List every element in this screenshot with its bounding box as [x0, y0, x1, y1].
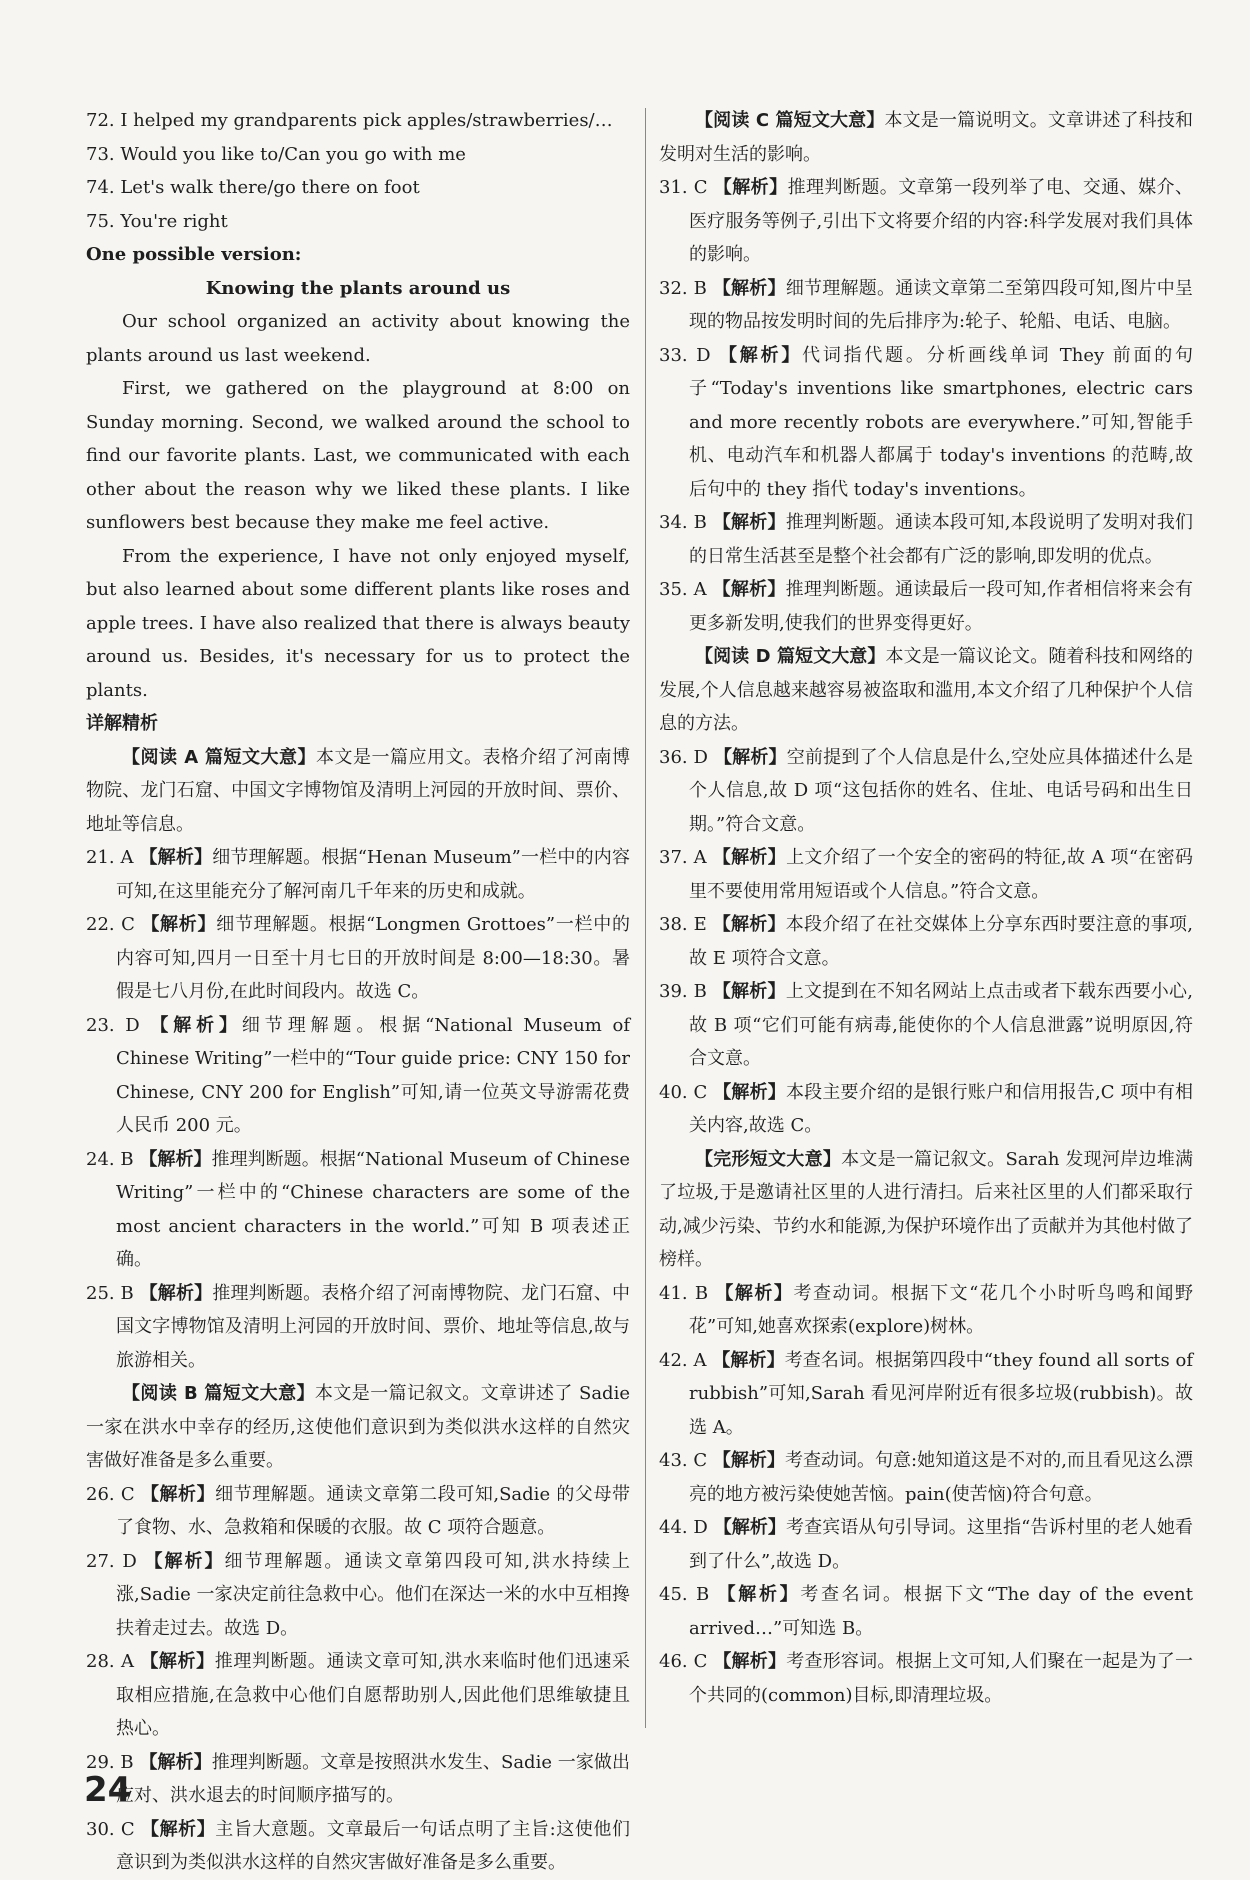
item-number: 33. D	[659, 344, 711, 366]
item-tag: 【解析】	[713, 746, 787, 768]
item-text: 上文提到在不知名网站上点击或者下载东西要小心,故 B 项“它们可能有病毒,能使你的个人信息泄露”说明原因,符合文意。	[689, 981, 1193, 1069]
item-tag: 【解析】	[712, 1349, 785, 1371]
summary-c	[659, 104, 1193, 171]
answer-item	[659, 1277, 1193, 1344]
item-number: 42. A	[659, 1349, 707, 1371]
answer-item	[659, 506, 1193, 573]
answer-item	[659, 1578, 1193, 1645]
answer-item	[86, 1545, 630, 1646]
item-text: 推理判断题。表格介绍了河南博物院、龙门石窟、中国文字博物馆及清明上河园的开放时间、票价、地址等信息,故与旅游相关。	[116, 1282, 630, 1371]
item-text: 推理判断题。通读最后一段可知,作者相信将来会有更多新发明,使我们的世界变得更好。	[689, 579, 1193, 634]
version-label: One possible version:	[86, 244, 302, 265]
item-tag: 【解析】	[712, 277, 786, 299]
answer-72: 72. I helped my grandparents pick apples/strawberries/…	[86, 110, 613, 131]
item-number: 35. A	[659, 579, 707, 600]
item-tag: 【解析】	[139, 1751, 212, 1773]
item-text: 考查动词。句意:她知道这是不对的,而且看见这么漂亮的地方被污染使她苦恼。pain(使苦恼)符合句意。	[689, 1450, 1193, 1505]
item-tag: 【解析】	[139, 847, 213, 868]
summary-tag: 【阅读 B 篇短文大意】	[122, 1383, 315, 1404]
item-text: 推理判断题。通读文章可知,洪水来临时他们迅速采取相应措施,在急救中心他们自愿帮助别人,因此他们思维敏捷且热心。	[116, 1651, 630, 1739]
item-number: 29. B	[86, 1751, 134, 1773]
item-text: 本段介绍了在社交媒体上分享东西时要注意的事项,故 E 项符合文意。	[689, 914, 1193, 969]
item-text: 细节理解题。通读文章第二段可知,Sadie 的父母带了食物、水、急救箱和保暖的衣服。故 C 项符合题意。	[116, 1483, 631, 1538]
answer-item	[659, 841, 1193, 908]
left-column	[86, 104, 630, 1880]
answer-item	[659, 1444, 1193, 1511]
answer-item	[86, 1009, 630, 1143]
answer-item	[86, 1813, 630, 1880]
right-column	[659, 104, 1193, 1712]
item-text: 考查形容词。根据上文可知,人们聚在一起是为了一个共同的(common)目标,即清理垃圾。	[689, 1651, 1193, 1706]
item-tag: 【解析】	[712, 914, 786, 935]
answer-item	[659, 1511, 1193, 1578]
item-tag: 【解析】	[139, 1148, 212, 1170]
column-divider	[645, 108, 646, 1728]
answer-item	[86, 908, 630, 1009]
answer-item	[86, 1645, 630, 1746]
answer-73: 73. Would you like to/Can you go with me	[86, 143, 466, 165]
answer-item	[659, 975, 1193, 1076]
item-tag: 【解析】	[140, 1651, 215, 1672]
item-number: 28. A	[86, 1651, 134, 1672]
item-number: 46. C	[659, 1651, 708, 1672]
summary-a	[86, 741, 630, 842]
essay-paragraph: From the experience, I have not only enjoyed myself, but also learned about some different plants like roses and apple trees. I have also realized that there is always beauty around us. Besides, it's necessary for us to protect the plants.	[86, 545, 630, 701]
item-text: 本段主要介绍的是银行账户和信用报告,C 项中有相关内容,故选 C。	[689, 1081, 1193, 1136]
item-number: 25. B	[86, 1282, 134, 1304]
item-tag: 【解析】	[712, 847, 787, 868]
answer-item	[659, 339, 1193, 507]
item-tag: 【解析】	[712, 1450, 785, 1471]
answer-item	[86, 1277, 630, 1378]
item-text: 考查名词。根据下文“The day of the event arrived…”可知选 B。	[689, 1584, 1194, 1639]
items-d	[659, 741, 1193, 1143]
summary-tag: 【阅读 A 篇短文大意】	[122, 746, 316, 768]
item-tag: 【解析】	[144, 1550, 225, 1572]
summary-text: 本文是一篇应用文。表格介绍了河南博物院、龙门石窟、中国文字博物馆及清明上河园的开放时间、票价、地址等信息。	[86, 746, 631, 835]
item-text: 考查宾语从句引导词。这里指“告诉村里的老人她看到了什么”,故选 D。	[689, 1517, 1194, 1572]
item-tag: 【解析】	[141, 1818, 216, 1840]
item-tag: 【解析】	[150, 1014, 242, 1036]
item-tag: 【解析】	[712, 981, 786, 1002]
item-tag: 【解析】	[713, 1517, 787, 1538]
item-number: 39. B	[659, 981, 707, 1002]
item-text: 主旨大意题。文章最后一句话点明了主旨:这使他们意识到为类似洪水这样的自然灾害做好准备是多么重要。	[116, 1818, 630, 1873]
summary-tag: 【阅读 C 篇短文大意】	[695, 110, 885, 131]
item-number: 37. A	[659, 847, 707, 868]
item-tag: 【解析】	[139, 1282, 213, 1304]
answer-75: 75. You're right	[86, 210, 228, 232]
item-text: 考查名词。根据第四段中“they found all sorts of rubbish”可知,Sarah 看见河岸附近有很多垃圾(rubbish)。故选 A。	[689, 1349, 1193, 1438]
item-tag: 【解析】	[717, 1584, 801, 1605]
item-tag: 【解析】	[715, 1282, 794, 1304]
item-text: 上文介绍了一个安全的密码的特征,故 A 项“在密码里不要使用常用短语或个人信息。”符合文意。	[689, 847, 1194, 902]
answer-item	[659, 1076, 1193, 1143]
item-text: 推理判断题。文章是按照洪水发生、Sadie 一家做出应对、洪水退去的时间顺序描写的。	[116, 1751, 631, 1806]
item-tag: 【解析】	[140, 1483, 216, 1505]
summary-b	[86, 1377, 630, 1478]
answer-item	[659, 741, 1193, 842]
answer-item	[659, 171, 1193, 272]
item-number: 21. A	[86, 847, 134, 868]
item-text: 空前提到了个人信息是什么,空处应具体描述什么是个人信息,故 D 项“这包括你的姓名、住址、电话号码和出生日期。”符合文意。	[689, 746, 1194, 835]
summary-d	[659, 640, 1193, 741]
item-tag: 【解析】	[719, 344, 803, 366]
item-tag: 【解析】	[712, 512, 786, 533]
item-number: 44. D	[659, 1517, 708, 1538]
item-text: 细节理解题。根据“Longmen Grottoes”一栏中的内容可知,四月一日至十月七日的开放时间是 8:00—18:30。暑假是七八月份,在此时间段内。故选 C。	[116, 914, 631, 1002]
answer-74: 74. Let's walk there/go there on foot	[86, 177, 420, 198]
summary-text: 本文是一篇记叙文。文章讲述了 Sadie 一家在洪水中幸存的经历,这使他们意识到为类似洪水这样的自然灾害做好准备是多么重要。	[86, 1383, 630, 1471]
item-number: 43. C	[659, 1450, 708, 1471]
item-text: 推理判断题。通读本段可知,本段说明了发明对我们的日常生活甚至是整个社会都有广泛的影响,即发明的优点。	[689, 512, 1193, 567]
item-text: 细节理解题。通读文章第四段可知,洪水持续上涨,Sadie 一家决定前往急救中心。他们在深达一米的水中互相搀扶着走过去。故选 D。	[116, 1550, 630, 1639]
item-text: 细节理解题。通读文章第二至第四段可知,图片中呈现的物品按发明时间的先后排序为:轮子、轮船、电话、电脑。	[689, 277, 1193, 332]
item-tag: 【解析】	[712, 579, 786, 600]
item-text: 推理判断题。根据“National Museum of Chinese Writing”一栏中的“Chinese characters are some of the most ancient characters in the world.”可知 B 项表述正确。	[116, 1148, 631, 1270]
summary-text: 本文是一篇记叙文。Sarah 发现河岸边堆满了垃圾,于是邀请社区里的人进行清扫。后来社区里的人们都采取行动,减少污染、节约水和能源,为保护环境作出了贡献并为其他村做了榜样。	[659, 1148, 1193, 1270]
answer-item	[659, 272, 1193, 339]
answer-item	[659, 1344, 1193, 1445]
answer-item	[659, 573, 1193, 640]
item-number: 27. D	[86, 1550, 137, 1572]
item-text: 细节理解题。根据“National Museum of Chinese Writing”一栏中的“Tour guide price: CNY 150 for Chinese, CNY 200 for English”可知,请一位英文导游需花费人民币 200 元。	[116, 1014, 630, 1136]
summary-tag: 【完形短文大意】	[695, 1148, 842, 1170]
item-text: 代词指代题。分析画线单词 They 前面的句子“Today's inventions like smartphones, electric cars and more recently robots are everywhere.”可知,智能手机、电动汽车和机器人都属于 today's inventions 的范畴,故后句中的 they 指代 today's inventions。	[689, 344, 1193, 500]
item-number: 34. B	[659, 512, 707, 533]
item-number: 26. C	[86, 1483, 135, 1505]
item-number: 30. C	[86, 1818, 135, 1840]
item-number: 41. B	[659, 1282, 709, 1304]
item-number: 23. D	[86, 1014, 140, 1036]
answer-item	[86, 1478, 630, 1545]
page-number: 24	[84, 1770, 132, 1810]
summary-text: 本文是一篇说明文。文章讲述了科技和发明对生活的影响。	[659, 110, 1194, 165]
item-tag: 【解析】	[713, 1081, 786, 1103]
answer-item	[86, 1746, 630, 1813]
items-a	[86, 841, 630, 1377]
item-number: 32. B	[659, 277, 707, 299]
item-text: 推理判断题。文章第一段列举了电、交通、媒介、医疗服务等例子,引出下文将要介绍的内容:科学发展对我们具体的影响。	[689, 177, 1194, 265]
item-text: 考查动词。根据下文“花几个小时听鸟鸣和闻野花”可知,她喜欢探索(explore)树林。	[689, 1282, 1194, 1337]
item-number: 45. B	[659, 1584, 710, 1605]
items-c	[659, 171, 1193, 640]
summary-text: 本文是一篇议论文。随着科技和网络的发展,个人信息越来越容易被盗取和滥用,本文介绍了几种保护个人信息的方法。	[659, 646, 1193, 734]
essay-paragraph: First, we gathered on the playground at 8:00 on Sunday morning. Second, we walked around the school to find our favorite plants. Last, we communicated with each other about the reason why we liked these plants. I like sunflowers best because they make me feel active.	[86, 378, 630, 533]
section-heading: 详解精析	[86, 713, 158, 734]
item-tag: 【解析】	[141, 914, 217, 935]
essay-title: Knowing the plants around us	[205, 277, 511, 299]
item-number: 31. C	[659, 177, 708, 198]
answer-item	[86, 841, 630, 908]
item-tag: 【解析】	[713, 1651, 787, 1672]
item-tag: 【解析】	[713, 177, 788, 198]
item-number: 36. D	[659, 746, 708, 768]
item-number: 24. B	[86, 1148, 134, 1170]
answer-item	[659, 1645, 1193, 1712]
answer-item	[86, 1143, 630, 1277]
item-number: 22. C	[86, 914, 135, 935]
items-cloze	[659, 1277, 1193, 1713]
summary-tag: 【阅读 D 篇短文大意】	[695, 646, 886, 667]
answer-item	[659, 908, 1193, 975]
summary-cloze	[659, 1143, 1193, 1277]
essay-paragraph: Our school organized an activity about knowing the plants around us last weekend.	[86, 311, 630, 366]
item-number: 38. E	[659, 914, 707, 935]
item-text: 细节理解题。根据“Henan Museum”一栏中的内容可知,在这里能充分了解河南几千年来的历史和成就。	[116, 847, 630, 902]
item-number: 40. C	[659, 1081, 708, 1103]
items-b	[86, 1478, 630, 1880]
